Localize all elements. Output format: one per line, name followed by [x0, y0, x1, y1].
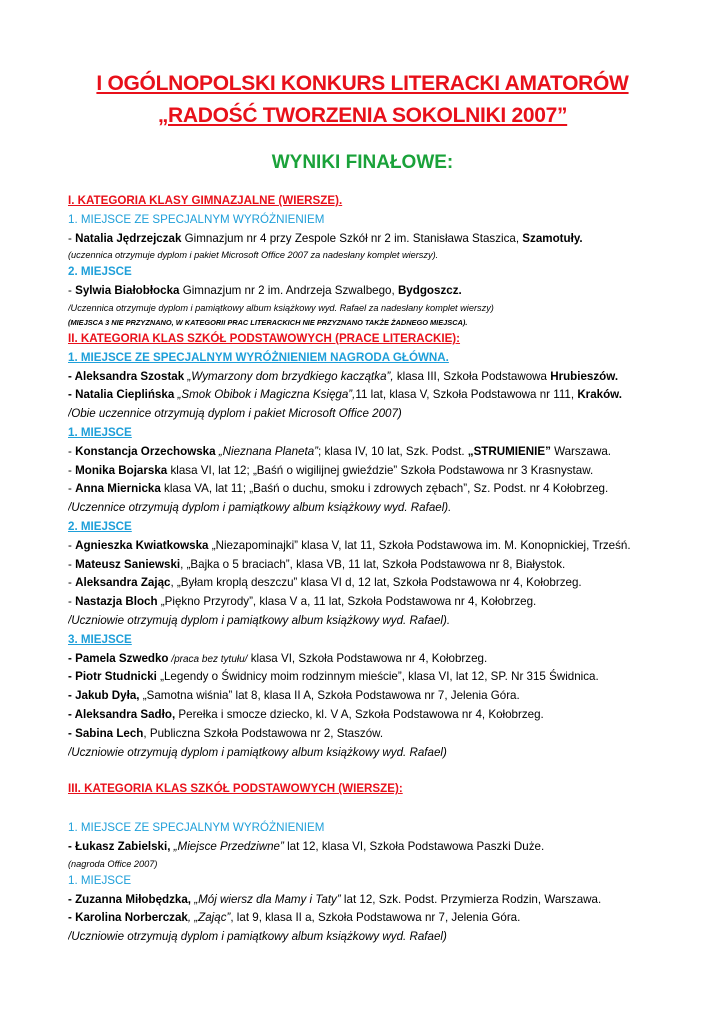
cat2-main-note: /Obie uczennice otrzymują dyplom i pakiet Microsoft Office 2007): [68, 407, 402, 421]
cat2-main-heading: 1. MIEJSCE ZE SPECJALNYM WYRÓŻNIENIEM NAGRODA GŁÓWNA.: [68, 350, 449, 364]
entry-details: , Publiczna Szkoła Podstawowa nr 2, Staszów.: [143, 726, 384, 740]
entry-dash: -: [68, 576, 76, 590]
category-1-heading: I. KATEGORIA KLASY GIMNAZJALNE (WIERSZE).: [68, 194, 343, 207]
entry-name: Monika Bojarska: [75, 463, 168, 477]
cat2-main-entry-1: [68, 368, 708, 387]
entry-details: Gimnazjum nr 4 przy Zespole Szkół nr 2 im. Stanisława Staszica,: [181, 231, 523, 245]
entry-name: Konstancja Orzechowska: [75, 444, 216, 458]
entry-school: „STRUMIENIE”: [467, 444, 551, 458]
entry-details: klasa VI, Szkoła Podstawowa nr 4, Kołobrzeg.: [247, 651, 488, 665]
cat2-second-entry-4: [68, 593, 708, 612]
entry-name: Natalia Jędrzejczak: [75, 231, 182, 245]
entry-details: „Piękno Przyrody”, klasa V a, 11 lat, Szkoła Podstawowa nr 4, Kołobrzeg.: [157, 595, 537, 609]
spacer: [68, 799, 708, 819]
entry-name: - Jakub Dyła,: [68, 689, 140, 703]
entry-title: /praca bez tytułu/: [168, 653, 248, 665]
cat3-place1-note: (nagroda Office 2007): [68, 858, 158, 869]
category-2-heading: II. KATEGORIA KLAS SZKÓŁ PODSTAWOWYCH (PRACE LITERACKIE):: [68, 331, 461, 345]
entry-dash: -: [68, 595, 76, 609]
entry-name: Aleksandra Zając: [75, 576, 171, 590]
entry-name: - Łukasz Zabielski,: [68, 839, 171, 853]
cat2-third-entry-4: [68, 706, 708, 725]
contest-title-line1: I OGÓLNOPOLSKI KONKURS LITERACKI AMATORÓW: [96, 72, 629, 95]
cat2-third-entry-3: [68, 687, 708, 706]
entry-details: „Niezapominajki” klasa V, lat 11, Szkoła Podstawowa im. M. Konopnickiej, Trześń.: [208, 538, 631, 552]
entry-name: - Karolina Norberczak: [68, 911, 188, 925]
entry-name: - Aleksandra Szostak: [68, 369, 185, 383]
entry-details: klasa III, Szkoła Podstawowa: [393, 369, 551, 383]
cat3-first-heading: 1. MIEJSCE: [68, 873, 132, 887]
results-content: [68, 192, 708, 947]
entry-dash: -: [68, 538, 76, 552]
entry-details: lat 12, Szk. Podst. Przymierza Rodzin, Warszawa.: [340, 892, 602, 906]
cat1-place2-heading: 2. MIEJSCE: [68, 265, 132, 279]
entry-dash: -: [68, 557, 76, 571]
entry-title: „Nieznana Planeta”: [215, 444, 319, 458]
cat2-third-entry-2: [68, 668, 708, 687]
entry-name: - Pamela Szwedko: [68, 651, 169, 665]
entry-details: „Legendy o Świdnicy moim rodzinnym mieście”, klasa VI, lat 12, SP. Nr 315 Świdnica.: [156, 670, 599, 684]
entry-name: Sylwia Białobłocka: [75, 284, 180, 298]
cat2-second-note: /Uczniowie otrzymują dyplom i pamiątkowy album książkowy wyd. Rafael).: [68, 613, 451, 627]
entry-city: Bydgoszcz.: [397, 284, 462, 298]
cat1-place1-note: (uczennica otrzymuje dyplom i pakiet Microsoft Office 2007 za nadesłany komplet wierszy).: [68, 250, 439, 261]
cat2-first-heading: 1. MIEJSCE: [68, 425, 132, 439]
cat2-third-heading: 3. MIEJSCE: [68, 632, 132, 646]
entry-details: ; klasa IV, 10 lat, Szk. Podst.: [318, 444, 468, 458]
entry-name: - Zuzanna Miłobędzka,: [68, 892, 192, 906]
cat2-first-entry-3: - Anna Miernicka klasa VA, lat 11; „Baśń o duchu, smoku i zdrowych zębach”, Sz. Podst. nr 4 Kołobrzeg.: [68, 482, 609, 496]
spacer: [68, 762, 708, 780]
entry-details: Gimnazjum nr 2 im. Andrzeja Szwalbego,: [179, 284, 398, 298]
entry-city: Kraków.: [577, 388, 622, 402]
entry-name: - Sabina Lech: [68, 726, 144, 740]
entry-city: Warszawa.: [550, 444, 612, 458]
results-heading: WYNIKI FINAŁOWE:: [271, 152, 454, 173]
cat3-first-entry-1: [68, 891, 708, 910]
entry-title: , „Zając”: [187, 911, 231, 925]
entry-city: Hrubieszów.: [550, 369, 619, 383]
entry-details: , lat 9, klasa II a, Szkoła Podstawowa nr 7, Jelenia Góra.: [230, 911, 521, 925]
cat2-first-note: /Uczennice otrzymują dyplom i pamiątkowy album książkowy wyd. Rafael).: [68, 501, 452, 515]
cat2-second-entry-1: [68, 537, 708, 556]
cat3-first-note: /Uczniowie otrzymują dyplom i pamiątkowy album książkowy wyd. Rafael): [68, 930, 447, 944]
cat2-second-entry-3: [68, 574, 708, 593]
cat3-place1-entry: [68, 838, 708, 857]
entry-details: klasa VA, lat 11; „Baśń o duchu, smoku i zdrowych zębach”, Sz. Podst. nr 4 Kołobrzeg.: [160, 482, 609, 496]
entry-title: „Smok Obibok i Magiczna Księga”,: [174, 388, 356, 402]
entry-name: Mateusz Saniewski: [75, 557, 181, 571]
cat2-third-entry-5: [68, 725, 708, 744]
cat3-place1-heading: 1. MIEJSCE ZE SPECJALNYM WYRÓŻNIENIEM: [68, 821, 325, 835]
entry-title: „Mój wiersz dla Mamy i Taty”: [191, 892, 341, 906]
cat2-second-entry-2: [68, 556, 708, 575]
cat2-third-entry-1: [68, 650, 708, 669]
entry-name: Agnieszka Kwiatkowska: [75, 538, 209, 552]
entry-details: lat 12, klasa VI, Szkoła Podstawowa Paszki Duże.: [283, 839, 545, 853]
cat1-place1-heading: 1. MIEJSCE ZE SPECJALNYM WYRÓŻNIENIEM: [68, 212, 325, 226]
cat2-first-entry-1: - Konstancja Orzechowska „Nieznana Planeta”; klasa IV, 10 lat, Szk. Podst. „STRUMIENIE” Warszawa.: [68, 444, 612, 458]
entry-name: Anna Miernicka: [75, 482, 161, 496]
entry-name: - Aleksandra Sadło,: [68, 707, 176, 721]
entry-details: 11 lat, klasa V, Szkoła Podstawowa nr 111,: [355, 388, 578, 402]
category-3-heading: III. KATEGORIA KLAS SZKÓŁ PODSTAWOWYCH (WIERSZE):: [68, 782, 403, 796]
entry-name: - Natalia Cieplińska: [68, 388, 175, 402]
cat3-first-entry-2: [68, 909, 708, 928]
entry-details: , „Bajka o 5 braciach”, klasa VB, 11 lat, Szkoła Podstawowa nr 8, Białystok.: [180, 557, 566, 571]
entry-details: , „Byłam kroplą deszczu” klasa VI d, 12 lat, Szkoła Podstawowa nr 4, Kołobrzeg.: [170, 576, 582, 590]
entry-title: „Miejsce Przedziwne”: [170, 839, 284, 853]
cat1-place3-note: (MIEJSCA 3 NIE PRZYZNANO, W KATEGORII PRAC LITERACKICH NIE PRZYZNANO TAKŻE ŻADNEGO MIEJSCA).: [68, 317, 468, 327]
cat2-second-heading: 2. MIEJSCE: [68, 519, 132, 533]
cat2-third-note: /Uczniowie otrzymują dyplom i pamiątkowy album książkowy wyd. Rafael): [68, 745, 447, 759]
entry-details: klasa VI, lat 12; „Baśń o wigilijnej gwieździe” Szkoła Podstawowa nr 3 Krasnystaw.: [167, 463, 594, 477]
entry-name: Nastazja Bloch: [75, 595, 158, 609]
cat1-place2-entry: - Sylwia Białobłocka Gimnazjum nr 2 im. Andrzeja Szwalbego, Bydgoszcz.: [68, 284, 462, 298]
entry-name: - Piotr Studnicki: [68, 670, 157, 684]
entry-city: Szamotuły.: [522, 231, 583, 245]
contest-title-line2: „RADOŚĆ TWORZENIA SOKOLNIKI 2007”: [157, 104, 568, 127]
cat2-first-entry-2: - Monika Bojarska klasa VI, lat 12; „Baśń o wigilijnej gwieździe” Szkoła Podstawowa nr 3 Krasnystaw.: [68, 463, 594, 477]
entry-title: „Wymarzony dom brzydkiego kaczątka”,: [184, 369, 394, 383]
cat1-place2-note: /Uczennica otrzymuje dyplom i pamiątkowy album książkowy wyd. Rafael za nadesłany komplet wierszy): [68, 302, 494, 313]
entry-details: Perełka i smocze dziecko, kl. V A, Szkoła Podstawowa nr 4, Kołobrzeg.: [175, 707, 544, 721]
cat1-place1-entry: - Natalia Jędrzejczak Gimnazjum nr 4 przy Zespole Szkół nr 2 im. Stanisława Staszica, Szamotuły.: [68, 231, 583, 245]
cat2-main-entry-2: [68, 386, 708, 405]
entry-details: „Samotna wiśnia” lat 8, klasa II A, Szkoła Podstawowa nr 7, Jelenia Góra.: [139, 689, 520, 703]
